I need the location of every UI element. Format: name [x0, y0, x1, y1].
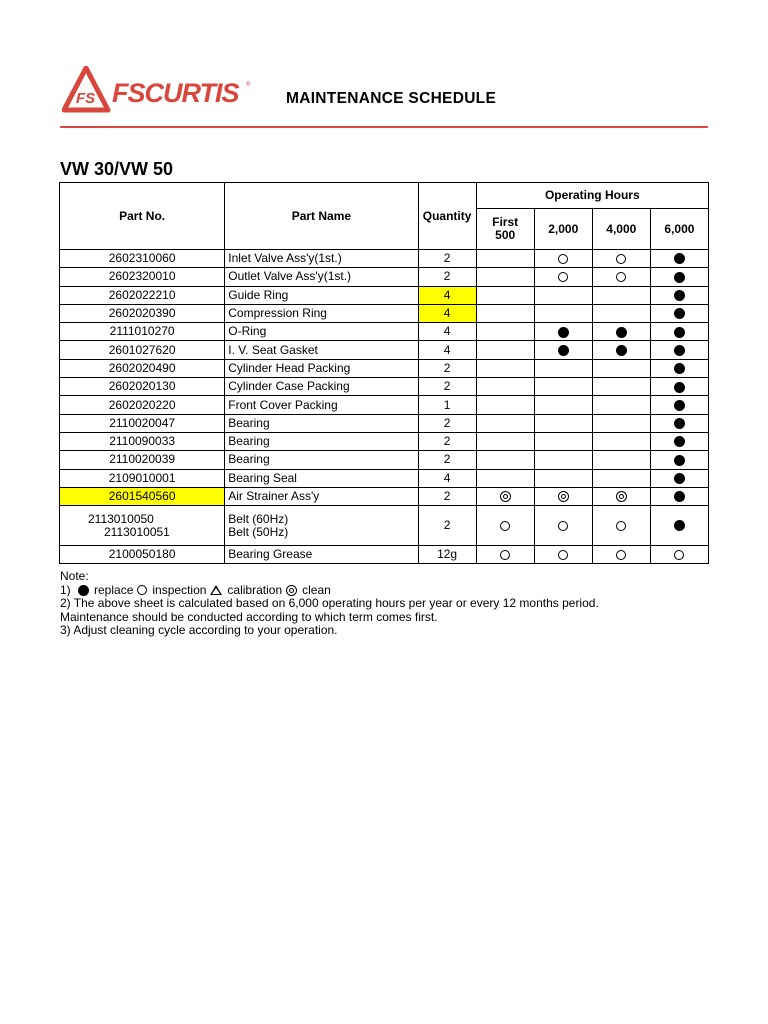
header-part-no: Part No. — [60, 183, 225, 250]
table-row — [60, 341, 709, 359]
replace-icon — [558, 345, 569, 356]
replace-icon — [674, 327, 685, 338]
schedule-cell — [650, 341, 708, 359]
legend — [60, 584, 599, 598]
replace-icon — [674, 520, 685, 531]
table-row — [60, 304, 709, 322]
table-row — [60, 432, 709, 450]
schedule-cell — [592, 469, 650, 487]
part-no-cell: 2602020390 — [60, 304, 225, 322]
replace-icon — [616, 345, 627, 356]
schedule-cell — [650, 506, 708, 546]
schedule-cell — [592, 341, 650, 359]
table-row — [60, 506, 709, 546]
inspection-icon — [616, 521, 626, 531]
inspection-icon — [674, 550, 684, 560]
schedule-cell — [476, 396, 534, 414]
schedule-cell — [592, 451, 650, 469]
part-name-cell: Bearing — [225, 432, 418, 450]
schedule-cell — [592, 359, 650, 377]
quantity-cell: 4 — [418, 469, 476, 487]
schedule-cell — [534, 268, 592, 286]
schedule-cell — [534, 304, 592, 322]
schedule-cell — [650, 487, 708, 505]
quantity-cell: 2 — [418, 268, 476, 286]
svg-text:FSCURTIS: FSCURTIS — [112, 78, 239, 108]
part-no-cell: 2601027620 — [60, 341, 225, 359]
table-row — [60, 286, 709, 304]
schedule-cell — [592, 487, 650, 505]
schedule-cell — [650, 546, 708, 564]
replace-icon — [674, 308, 685, 319]
table-row — [60, 414, 709, 432]
table-row — [60, 268, 709, 286]
inspection-icon — [616, 254, 626, 264]
header-quantity: Quantity — [418, 183, 476, 250]
table-row — [60, 487, 709, 505]
quantity-cell: 2 — [418, 250, 476, 268]
schedule-cell — [650, 451, 708, 469]
schedule-cell — [592, 396, 650, 414]
part-no-cell: 2111010270 — [60, 323, 225, 341]
quantity-cell: 2 — [418, 451, 476, 469]
schedule-cell — [534, 396, 592, 414]
part-name-cell: Guide Ring — [225, 286, 418, 304]
schedule-cell — [650, 396, 708, 414]
schedule-cell — [592, 268, 650, 286]
clean-icon — [286, 585, 297, 596]
quantity-cell: 2 — [418, 414, 476, 432]
replace-icon — [558, 327, 569, 338]
part-name-cell: Outlet Valve Ass'y(1st.) — [225, 268, 418, 286]
svg-text:FS: FS — [76, 90, 96, 107]
part-name-cell: I. V. Seat Gasket — [225, 341, 418, 359]
table-row — [60, 323, 709, 341]
quantity-cell: 2 — [418, 359, 476, 377]
part-name-cell: Cylinder Head Packing — [225, 359, 418, 377]
part-no-cell: 2110020047 — [60, 414, 225, 432]
inspection-icon — [558, 521, 568, 531]
schedule-cell — [476, 414, 534, 432]
header-interval: 4,000 — [592, 209, 650, 250]
part-name: Belt (60Hz) — [228, 511, 289, 526]
schedule-cell — [534, 469, 592, 487]
inspection-icon — [558, 272, 568, 282]
table-row — [60, 469, 709, 487]
schedule-cell — [534, 506, 592, 546]
part-no-cell: 2601540560 — [60, 487, 225, 505]
inspection-icon — [558, 550, 568, 560]
part-no-cell: 2602020130 — [60, 378, 225, 396]
schedule-cell — [650, 323, 708, 341]
maintenance-table — [59, 182, 709, 564]
quantity-cell: 2 — [418, 487, 476, 505]
schedule-cell — [592, 304, 650, 322]
replace-icon — [78, 585, 89, 596]
schedule-cell — [476, 286, 534, 304]
schedule-cell — [650, 469, 708, 487]
schedule-cell — [476, 304, 534, 322]
part-no-cell: 2602020220 — [60, 396, 225, 414]
table-body — [60, 250, 709, 564]
schedule-cell — [534, 487, 592, 505]
schedule-cell — [534, 359, 592, 377]
schedule-cell — [476, 546, 534, 564]
legend-label: inspection — [152, 582, 207, 597]
schedule-cell — [476, 378, 534, 396]
replace-icon — [674, 400, 685, 411]
legend-label: calibration — [227, 582, 283, 597]
legend-label: clean — [302, 582, 331, 597]
part-no-cell — [60, 506, 225, 546]
schedule-cell — [592, 323, 650, 341]
part-no: 2113010050 — [88, 511, 154, 526]
schedule-cell — [534, 286, 592, 304]
schedule-cell — [650, 286, 708, 304]
inspection-icon — [616, 272, 626, 282]
table-row — [60, 359, 709, 377]
replace-icon — [674, 473, 685, 484]
part-name-cell: Air Strainer Ass'y — [225, 487, 418, 505]
clean-icon — [558, 491, 569, 502]
part-name-cell — [225, 506, 418, 546]
part-no-cell: 2100050180 — [60, 546, 225, 564]
table-row — [60, 396, 709, 414]
header-operating-hours: Operating Hours — [476, 183, 708, 209]
schedule-cell — [650, 359, 708, 377]
note-line: 2) The above sheet is calculated based on 6,000 operating hours per year or every 12 months period. — [60, 596, 599, 611]
schedule-cell — [592, 432, 650, 450]
schedule-cell — [476, 323, 534, 341]
part-no-cell: 2109010001 — [60, 469, 225, 487]
table-row — [60, 546, 709, 564]
note-line: Maintenance should be conducted according to which term comes first. — [60, 609, 438, 624]
replace-icon — [674, 418, 685, 429]
schedule-cell — [476, 506, 534, 546]
replace-icon — [616, 327, 627, 338]
schedule-cell — [476, 451, 534, 469]
table-row — [60, 250, 709, 268]
clean-icon — [616, 491, 627, 502]
schedule-cell — [476, 359, 534, 377]
quantity-cell: 2 — [418, 378, 476, 396]
schedule-cell — [534, 546, 592, 564]
schedule-cell — [650, 268, 708, 286]
part-name: Belt (50Hz) — [228, 524, 289, 539]
replace-icon — [674, 253, 685, 264]
replace-icon — [674, 272, 685, 283]
quantity-cell: 4 — [418, 304, 476, 322]
calibration-icon — [210, 585, 222, 595]
schedule-cell — [650, 250, 708, 268]
inspection-icon — [137, 585, 147, 595]
schedule-cell — [592, 506, 650, 546]
quantity-cell: 1 — [418, 396, 476, 414]
replace-icon — [674, 455, 685, 466]
header-interval: 2,000 — [534, 209, 592, 250]
part-name-cell: Compression Ring — [225, 304, 418, 322]
quantity-cell: 2 — [418, 432, 476, 450]
schedule-cell — [534, 378, 592, 396]
part-name-cell: Inlet Valve Ass'y(1st.) — [225, 250, 418, 268]
part-no-cell: 2602022210 — [60, 286, 225, 304]
page-title: MAINTENANCE SCHEDULE — [286, 90, 497, 107]
inspection-icon — [500, 550, 510, 560]
part-no-cell: 2110020039 — [60, 451, 225, 469]
part-name-cell: Bearing — [225, 451, 418, 469]
replace-icon — [674, 363, 685, 374]
header-divider — [60, 126, 708, 128]
inspection-icon — [616, 550, 626, 560]
schedule-cell — [476, 469, 534, 487]
legend-prefix: 1) — [60, 582, 71, 597]
schedule-cell — [650, 432, 708, 450]
header-interval — [476, 209, 534, 250]
replace-icon — [674, 345, 685, 356]
schedule-cell — [534, 323, 592, 341]
svg-text:®: ® — [246, 82, 251, 88]
replace-icon — [674, 491, 685, 502]
quantity-cell: 4 — [418, 341, 476, 359]
header-interval: 6,000 — [650, 209, 708, 250]
note-line: 3) Adjust cleaning cycle according to your operation. — [60, 623, 338, 638]
part-name-cell: Cylinder Case Packing — [225, 378, 418, 396]
part-name-cell: Front Cover Packing — [225, 396, 418, 414]
schedule-cell — [534, 341, 592, 359]
quantity-cell: 4 — [418, 323, 476, 341]
replace-icon — [674, 290, 685, 301]
part-no-cell: 2602020490 — [60, 359, 225, 377]
schedule-cell — [476, 487, 534, 505]
quantity-cell: 2 — [418, 506, 476, 546]
schedule-cell — [476, 341, 534, 359]
schedule-cell — [476, 268, 534, 286]
quantity-cell: 12g — [418, 546, 476, 564]
part-name-cell: Bearing Seal — [225, 469, 418, 487]
inspection-icon — [558, 254, 568, 264]
schedule-cell — [650, 378, 708, 396]
schedule-cell — [534, 250, 592, 268]
schedule-cell — [592, 546, 650, 564]
inspection-icon — [500, 521, 510, 531]
part-name-cell: O-Ring — [225, 323, 418, 341]
schedule-cell — [534, 432, 592, 450]
part-no-cell: 2602320010 — [60, 268, 225, 286]
replace-icon — [674, 382, 685, 393]
legend-label: replace — [94, 582, 134, 597]
schedule-cell — [592, 414, 650, 432]
schedule-cell — [592, 286, 650, 304]
table-row — [60, 451, 709, 469]
part-no-cell: 2602310060 — [60, 250, 225, 268]
replace-icon — [674, 436, 685, 447]
schedule-cell — [592, 250, 650, 268]
part-name-cell: Bearing Grease — [225, 546, 418, 564]
quantity-cell: 4 — [418, 286, 476, 304]
schedule-cell — [534, 414, 592, 432]
schedule-cell — [592, 378, 650, 396]
interval-label: First 500 — [492, 215, 519, 242]
schedule-cell — [650, 304, 708, 322]
schedule-cell — [534, 451, 592, 469]
clean-icon — [500, 491, 511, 502]
table-row — [60, 378, 709, 396]
part-no: 2113010051 — [104, 524, 170, 539]
schedule-cell — [476, 250, 534, 268]
notes-section — [60, 570, 599, 638]
fscurtis-logo — [62, 66, 252, 114]
header-part-name: Part Name — [225, 183, 418, 250]
schedule-cell — [650, 414, 708, 432]
model-title: VW 30/VW 50 — [60, 159, 174, 179]
schedule-cell — [476, 432, 534, 450]
notes-title: Note: — [60, 569, 89, 583]
part-name-cell: Bearing — [225, 414, 418, 432]
part-no-cell: 2110090033 — [60, 432, 225, 450]
